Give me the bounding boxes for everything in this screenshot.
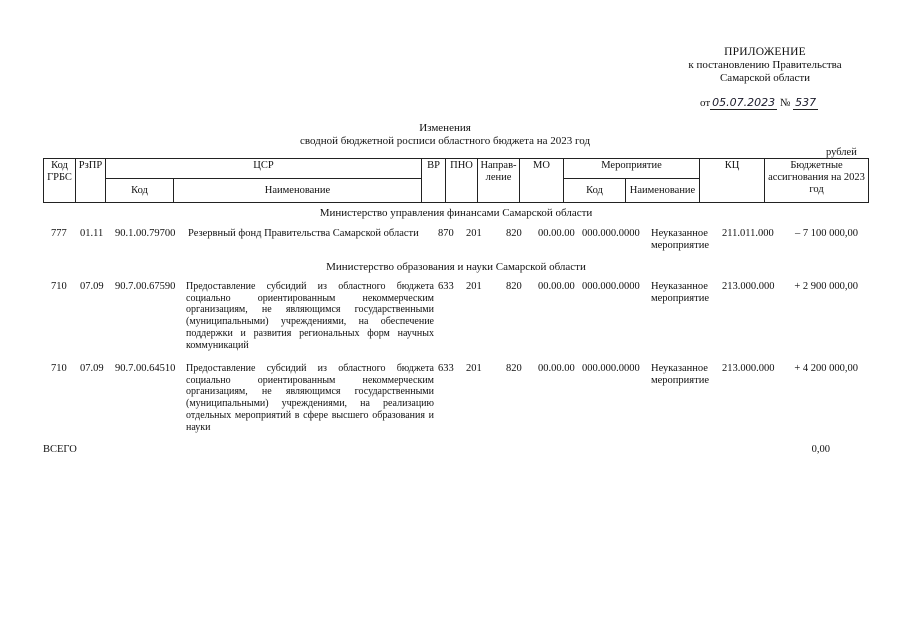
units-label: рублей <box>826 147 857 158</box>
cell-mo: 00.00.00 <box>538 363 575 374</box>
cell-amount: + 4 200 000,00 <box>794 363 858 374</box>
document-title <box>250 122 640 148</box>
table-header <box>43 158 869 203</box>
cell-mer-name: Неуказанное мероприятие <box>651 363 709 386</box>
cell-amount: – 7 100 000,00 <box>795 228 858 239</box>
cell-csr-code: 90.7.00.64510 <box>115 363 176 374</box>
cell-vr: 633 <box>438 363 454 374</box>
cell-rzpr: 01.11 <box>80 228 104 239</box>
cell-csr-name: Предоставление субсидий из областного бюджета социально ориентированным некоммерческим организациям, не являющимся государственными (муниципальными) учреждениями, на обеспечение поддержки и развития региональных форм научных коммуникаций <box>186 281 434 351</box>
header-mer-kod: Код <box>564 179 626 203</box>
cell-mer-code: 000.000.0000 <box>582 228 640 239</box>
section-ministry-education: Министерство образования и науки Самарской области <box>326 261 586 273</box>
cell-pno: 201 <box>466 281 482 292</box>
cell-napravlenie: 820 <box>506 228 522 239</box>
total-value: 0,00 <box>811 444 830 455</box>
cell-mer-name: Неуказанное мероприятие <box>651 281 709 304</box>
header-vr: ВР <box>422 159 446 203</box>
appendix-line-3: Самарской области <box>719 72 811 84</box>
cell-csr-code: 90.7.00.67590 <box>115 281 176 292</box>
cell-mer-name: Неуказанное мероприятие <box>651 228 709 251</box>
cell-mer-code: 000.000.0000 <box>582 363 640 374</box>
header-pno: ПНО <box>446 159 478 203</box>
header-csr-kod: Код <box>106 179 174 203</box>
cell-napravlenie: 820 <box>506 281 522 292</box>
cell-rzpr: 07.09 <box>80 363 104 374</box>
cell-csr-name: Резервный фонд Правительства Самарской области <box>188 228 419 239</box>
cell-csr-name: Предоставление субсидий из областного бюджета социально ориентированным некоммерческим организациям, не являющимся государственными (муниципальными) учреждениями, на реализацию отдельных мероприятий в сфере высшего образования и науки <box>186 363 434 433</box>
cell-csr-code: 90.1.00.79700 <box>115 228 176 239</box>
header-napravlenie: Направ-ление <box>478 159 520 203</box>
header-rzpr: РзПР <box>76 159 106 203</box>
appendix-block <box>650 46 880 85</box>
resolution-number-label: № <box>779 97 791 109</box>
total-label: ВСЕГО <box>43 444 77 455</box>
cell-rzpr: 07.09 <box>80 281 104 292</box>
cell-amount: + 2 900 000,00 <box>794 281 858 292</box>
document-title-line-2: сводной бюджетной росписи областного бюджета на 2023 год <box>299 135 591 147</box>
document-title-line-1: Изменения <box>419 122 471 134</box>
cell-kc: 213.000.000 <box>722 281 775 292</box>
header-mer-name: Наименование <box>626 179 700 203</box>
appendix-line-2: к постановлению Правительства <box>688 59 842 71</box>
cell-mer-code: 000.000.0000 <box>582 281 640 292</box>
header-csr-name: Наименование <box>174 179 422 203</box>
resolution-prefix: от <box>700 97 711 109</box>
cell-grbs: 710 <box>51 281 67 292</box>
cell-kc: 211.011.000 <box>722 228 774 239</box>
cell-napravlenie: 820 <box>506 363 522 374</box>
resolution-date-line <box>700 96 818 109</box>
header-mo: МО <box>520 159 564 203</box>
header-kod-grbs: Код ГРБС <box>44 159 76 203</box>
cell-mo: 00.00.00 <box>538 228 575 239</box>
appendix-title: ПРИЛОЖЕНИЕ <box>724 46 806 58</box>
header-meropriyatie: Мероприятие <box>564 159 700 179</box>
cell-pno: 201 <box>466 228 482 239</box>
cell-pno: 201 <box>466 363 482 374</box>
cell-kc: 213.000.000 <box>722 363 775 374</box>
header-csr: ЦСР <box>106 159 422 179</box>
section-ministry-finance: Министерство управления финансами Самарской области <box>319 207 593 219</box>
cell-vr: 870 <box>438 228 454 239</box>
cell-mo: 00.00.00 <box>538 281 575 292</box>
resolution-number: 537 <box>795 96 817 109</box>
cell-grbs: 710 <box>51 363 67 374</box>
header-assignments: Бюджетные ассигнования на 2023 год <box>765 159 869 203</box>
header-kc: КЦ <box>700 159 765 203</box>
resolution-date: 05.07.2023 <box>712 96 776 109</box>
cell-grbs: 777 <box>51 228 67 239</box>
cell-vr: 633 <box>438 281 454 292</box>
